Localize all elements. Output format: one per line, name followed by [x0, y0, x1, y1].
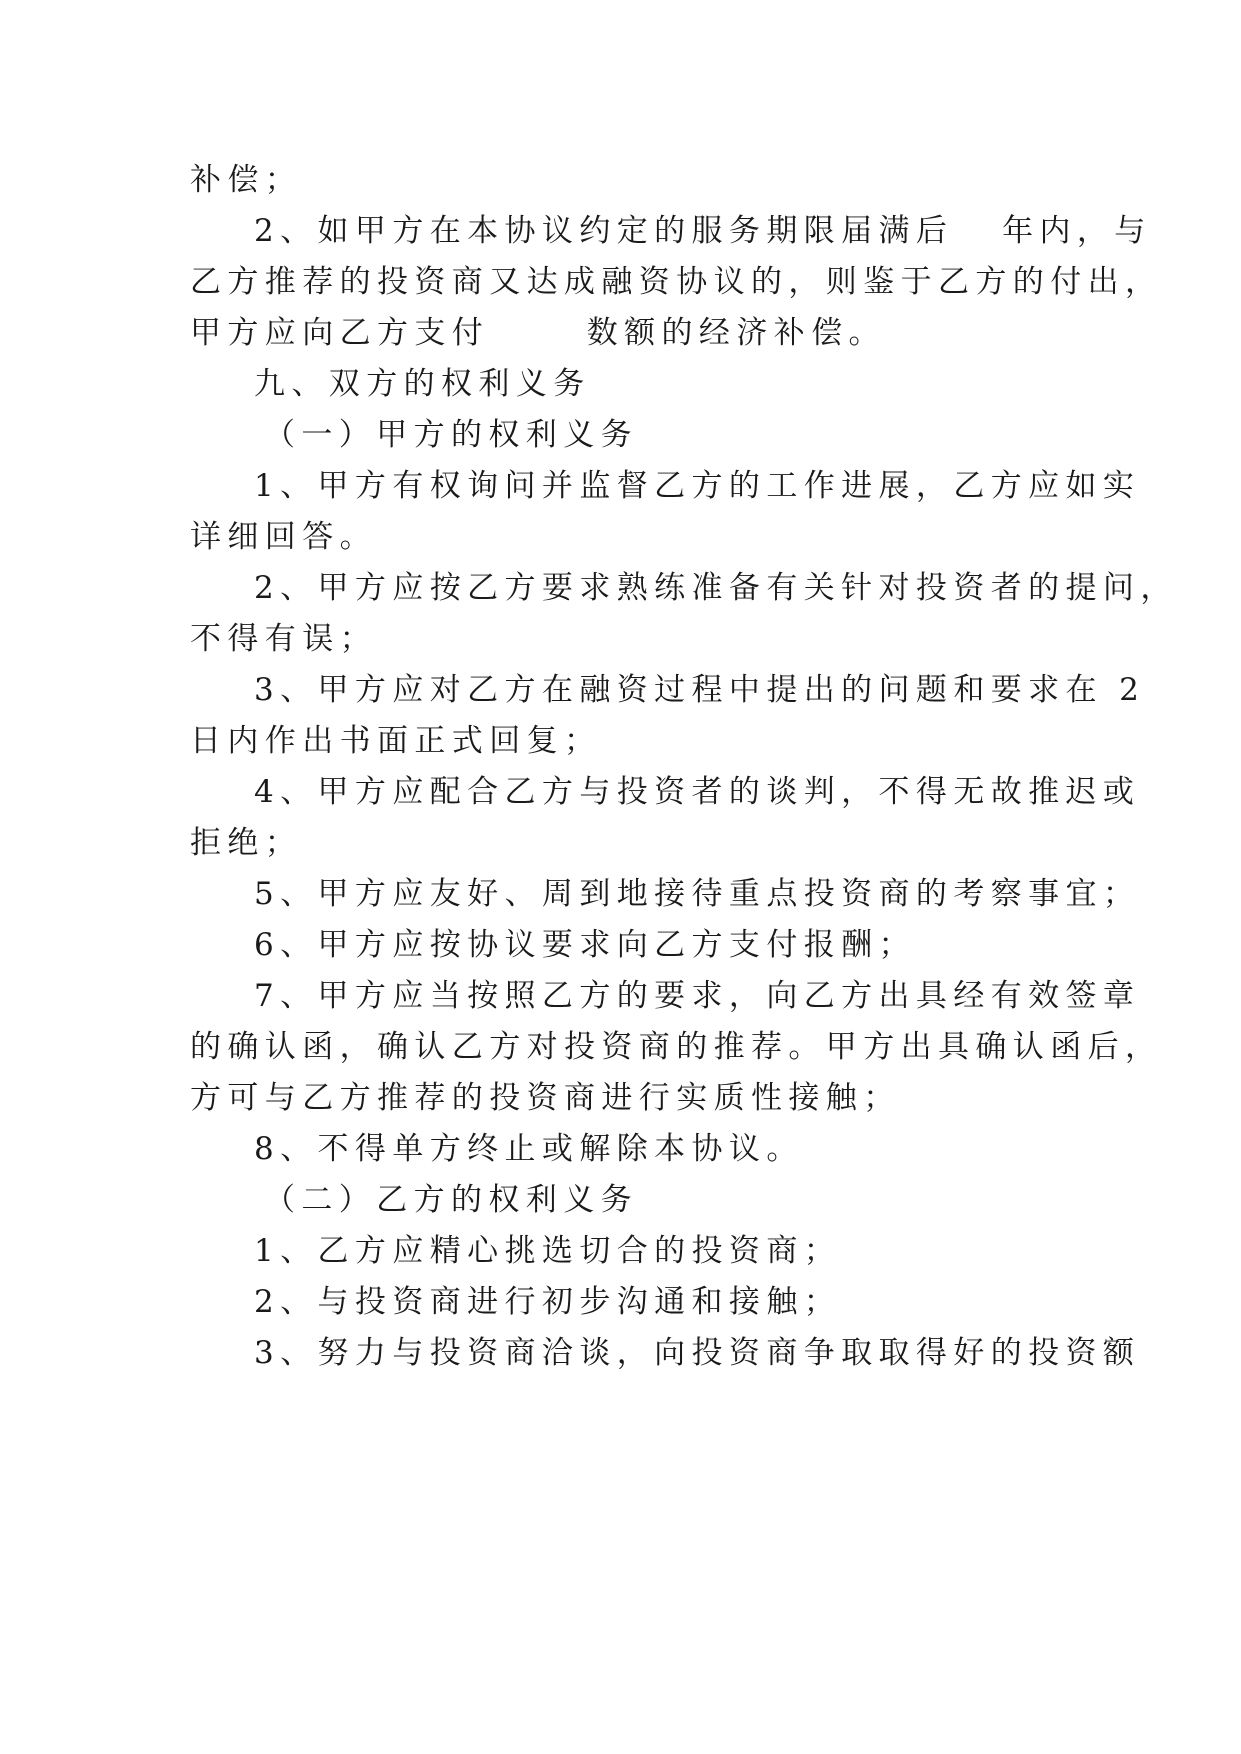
text-line-19: 方可与乙方推荐的投资商进行实质性接触；	[190, 1080, 901, 1116]
text-line-12: 日内作出书面正式回复；	[190, 723, 602, 759]
text-line-15: 5、甲方应友好、周到地接待重点投资商的考察事宜；	[254, 876, 1141, 912]
text-line-1: 补偿；	[190, 162, 303, 198]
subsection-heading-party-b: （二）乙方的权利义务	[264, 1182, 638, 1218]
text-line-4: 甲方应向乙方支付 数额的经济补偿。	[190, 315, 886, 351]
text-line-11: 3、甲方应对乙方在融资过程中提出的问题和要求在 2	[254, 672, 1146, 708]
text-line-18: 的确认函，确认乙方对投资商的推荐。甲方出具确认函后，	[190, 1029, 1163, 1065]
text-line-24: 3、努力与投资商洽谈，向投资商争取取得好的投资额	[254, 1335, 1141, 1371]
text-line-22: 1、乙方应精心挑选切合的投资商；	[254, 1233, 842, 1269]
text-line-17: 7、甲方应当按照乙方的要求，向乙方出具经有效签章	[254, 978, 1141, 1014]
text-line-20: 8、不得单方终止或解除本协议。	[254, 1131, 804, 1167]
section-heading-9: 九、双方的权利义务	[254, 366, 591, 402]
text-line-7: 1、甲方有权询问并监督乙方的工作进展，乙方应如实	[254, 468, 1141, 504]
text-line-14: 拒绝；	[190, 825, 303, 861]
text-line-8: 详细回答。	[190, 519, 377, 555]
text-line-23: 2、与投资商进行初步沟通和接触；	[254, 1284, 842, 1320]
text-line-9: 2、甲方应按乙方要求熟练准备有关针对投资者的提问，	[254, 570, 1178, 606]
text-line-16: 6、甲方应按协议要求向乙方支付报酬；	[254, 927, 916, 963]
subsection-heading-party-a: （一）甲方的权利义务	[264, 417, 638, 453]
text-line-10: 不得有误；	[190, 621, 377, 657]
text-line-3: 乙方推荐的投资商又达成融资协议的，则鉴于乙方的付出，	[190, 264, 1163, 300]
text-line-13: 4、甲方应配合乙方与投资者的谈判，不得无故推迟或	[254, 774, 1141, 810]
text-line-2: 2、如甲方在本协议约定的服务期限届满后 年内，与	[254, 213, 1152, 249]
